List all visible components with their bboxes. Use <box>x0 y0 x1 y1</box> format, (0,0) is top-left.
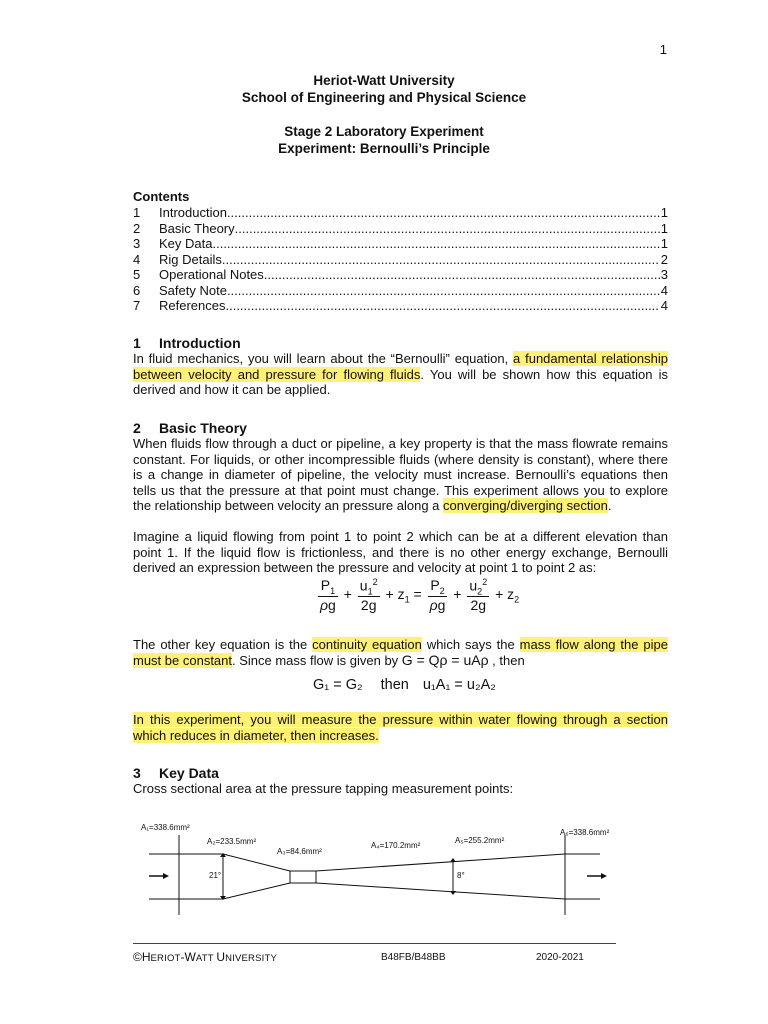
stage-title: Stage 2 Laboratory Experiment <box>284 124 484 139</box>
toc-label: References <box>159 298 226 313</box>
table-of-contents <box>133 205 668 314</box>
toc-entry[interactable] <box>133 283 668 299</box>
toc-page: 4 <box>660 282 668 298</box>
toc-leader <box>212 236 660 252</box>
section-3-heading <box>133 765 219 781</box>
university-title: Heriot-Watt University <box>313 73 455 88</box>
toc-label: Introduction <box>159 205 227 220</box>
footer-copyright: ©HERIOT-WATT UNIVERSITY <box>133 950 278 964</box>
area-label-a5: A₅=255.2mm² <box>455 836 505 845</box>
toc-number: 5 <box>133 267 141 282</box>
toc-label: Key Data <box>159 236 213 251</box>
experiment-paragraph <box>133 712 668 743</box>
toc-leader <box>222 252 660 268</box>
toc-page: 4 <box>660 298 668 313</box>
toc-leader <box>227 205 660 221</box>
contents-heading: Contents <box>133 189 190 204</box>
arrowhead-icon <box>450 858 456 862</box>
toc-entry[interactable] <box>133 221 668 237</box>
page-number: 1 <box>659 42 667 57</box>
toc-leader <box>235 221 660 237</box>
footer-divider <box>133 943 616 944</box>
toc-entry[interactable] <box>133 298 668 314</box>
toc-page: 1 <box>660 236 668 251</box>
highlight: mass flow along the pipe must be constant <box>133 637 668 668</box>
section-title: Basic Theory <box>159 420 247 436</box>
continuity-equation: G₁ = G₂ then u₁A₁ = u₂A₂ <box>313 677 496 693</box>
toc-leader <box>225 298 660 314</box>
toc-number: 3 <box>133 236 141 251</box>
highlight: continuity equation <box>312 637 422 652</box>
diverge-angle-label: 8° <box>457 871 465 880</box>
toc-number: 4 <box>133 251 141 267</box>
venturi-diagram <box>135 815 625 915</box>
toc-label: Rig Details <box>159 251 222 267</box>
toc-label: Basic Theory <box>159 220 235 236</box>
section-number: 2 <box>133 420 141 436</box>
footer-course-code: B48FB/B48BB <box>381 952 446 963</box>
toc-leader <box>227 283 660 299</box>
mass-flow-equation: G = Qρ = uAρ <box>401 651 489 668</box>
toc-entry[interactable] <box>133 252 668 268</box>
area-label-a6: A₆=338.6mm² <box>560 828 610 837</box>
continuity-paragraph: The other key equation is the continuity equation which says the mass flow along the pipe must be constant. Since mass flow is given by G = Qρ = uAρ , then <box>133 637 668 668</box>
theory-paragraph-1: When fluids flow through a duct or pipeline, a key property is that the mass flowrate remains constant. For liquids, or other incompressible fluids (where density is constant), where there is a change in diameter of pipeline, the velocity must increase. Bernoulli’s equations then tells us that the pressure at that point must change. This experiment allows you to explore the relationship between velocity an pressure along a converging/diverging section. <box>133 436 668 513</box>
theory-paragraph-2: Imagine a liquid flowing from point 1 to point 2 which can be at a different elevation than point 1. If the liquid flow is frictionless, and there is no other energy exchange, Bernoulli derived an expression between the pressure and velocity at point 1 to point 2 as: <box>133 529 668 575</box>
area-label-a3: A₃=84.6mm² <box>277 847 322 856</box>
intro-paragraph: In fluid mechanics, you will learn about the “Bernoulli” equation, a fundamental relationship between velocity and pressure for flowing fluids. You will be shown how this equation is derived and how it can be applied. <box>133 351 668 397</box>
flow-arrow-icon <box>163 873 169 879</box>
highlight: In this experiment, you will measure the pressure within water flowing through a section which reduces in diameter, then increases. <box>133 712 668 743</box>
toc-leader <box>264 267 660 283</box>
key-data-paragraph: Cross sectional area at the pressure tapping measurement points: <box>133 781 514 796</box>
area-label-a1: A₁=338.6mm² <box>141 823 190 832</box>
bernoulli-equation: $\frac{P_1}{\rho g}$ + $\frac{u_1^2}{2g}$ + $z_1$ = $\frac{P_2}{\rho g}$ + $\frac{u_2^2}{2g}$ + $z_2$ <box>320 577 520 614</box>
toc-number: 1 <box>133 205 141 220</box>
toc-label: Operational Notes <box>159 267 264 282</box>
highlight: converging/diverging section <box>443 498 608 513</box>
section-number: 3 <box>133 765 141 781</box>
toc-label: Safety Note <box>159 282 227 298</box>
toc-entry[interactable] <box>133 236 668 252</box>
toc-number: 2 <box>133 220 141 236</box>
school-title: School of Engineering and Physical Science <box>241 90 527 105</box>
toc-number: 6 <box>133 282 141 298</box>
footer-year: 2020-2021 <box>536 952 584 963</box>
highlight: a fundamental relationship between velocity and pressure for flowing fluids <box>133 351 668 382</box>
toc-page: 1 <box>660 205 668 220</box>
converge-angle-label: 21° <box>209 871 222 880</box>
arrowhead-icon <box>450 891 456 895</box>
toc-page: 3 <box>660 267 668 282</box>
flow-arrow-icon <box>601 873 607 879</box>
toc-page: 2 <box>660 251 668 267</box>
area-label-a4: A₄=170.2mm² <box>371 841 421 850</box>
area-label-a2: A₂=233.5mm² <box>207 837 257 846</box>
section-1-heading <box>133 335 241 351</box>
toc-entry[interactable] <box>133 267 668 283</box>
section-number: 1 <box>133 335 141 351</box>
toc-number: 7 <box>133 298 141 313</box>
toc-page: 1 <box>660 220 668 236</box>
section-title: Key Data <box>159 765 219 781</box>
toc-entry[interactable] <box>133 205 668 221</box>
section-title: Introduction <box>159 335 241 351</box>
experiment-title: Experiment: Bernoulli’s Principle <box>278 141 490 156</box>
section-2-heading <box>133 420 247 436</box>
